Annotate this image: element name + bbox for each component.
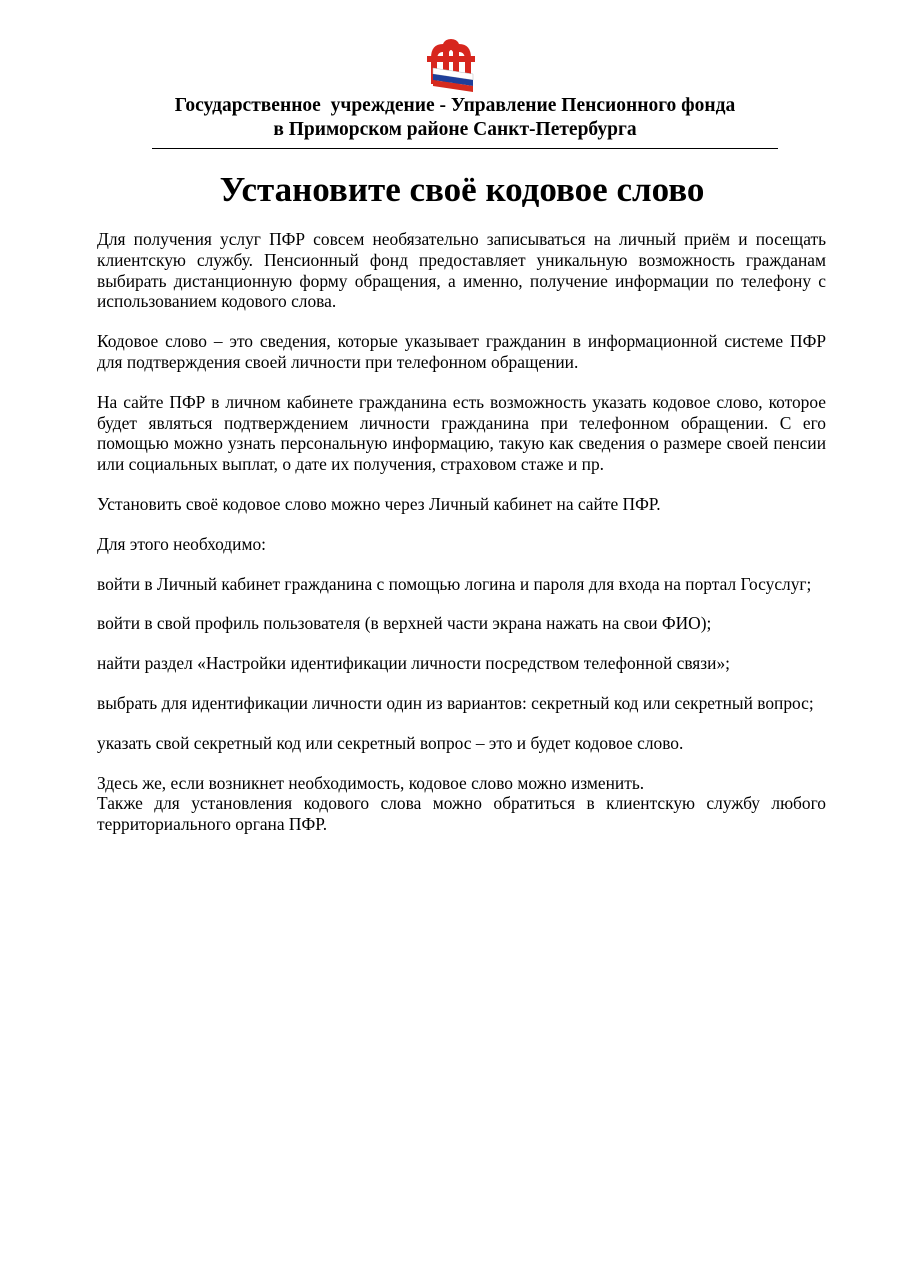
step-profile: войти в свой профиль пользователя (в верхней части экрана нажать на свои ФИО); (97, 613, 712, 634)
organization-line-1: Государственное учреждение - Управление Пенсионного фонда (174, 95, 736, 116)
step-enter-code: указать свой секретный код или секретный вопрос – это и будет кодовое слово. (97, 732, 684, 753)
paragraph-how-to: Установить своё кодовое слово можно через Личный кабинет на сайте ПФР. (97, 493, 661, 514)
paragraph-definition: Кодовое слово – это сведения, которые указывает гражданин в информационной системе ПФР для подтверждения своей личности при телефонном обращении. (97, 331, 826, 372)
organization-name (100, 94, 810, 142)
paragraph-steps-intro: Для этого необходимо: (97, 533, 266, 554)
paragraph-intro: Для получения услуг ПФР совсем необязательно записываться на личный приём и посещать клиентскую службу. Пенсионный фонд предоставляет уникальную возможность гражданам выбирать дистанционную форму обращения, а именно, получение информации по телефону с использованием кодового слова. (97, 229, 826, 312)
pfr-logo-icon (423, 38, 479, 96)
step-login: войти в Личный кабинет гражданина с помощью логина и пароля для входа на портал Госуслуг; (97, 573, 812, 594)
step-settings: найти раздел «Настройки идентификации личности посредством телефонной связи»; (97, 653, 731, 674)
organization-line-2: в Приморском районе Санкт-Петербурга (273, 119, 637, 140)
step-choose-method: выбрать для идентификации личности один из вариантов: секретный код или секретный вопрос; (97, 692, 814, 713)
header-divider (152, 148, 778, 149)
document-body (97, 229, 826, 835)
page-title: Установите своё кодовое слово (219, 170, 705, 209)
paragraph-change: Здесь же, если возникнет необходимость, кодовое слово можно изменить. (97, 772, 645, 793)
paragraph-client-service: Также для установления кодового слова можно обратиться в клиентскую службу любого территориального органа ПФР. (97, 793, 826, 835)
paragraph-cabinet: На сайте ПФР в личном кабинете гражданина есть возможность указать кодовое слово, которое будет являться подтверждением личности гражданина при телефонном обращении. С его помощью можно узнать персональную информацию, такую как сведения о размере своей пенсии или социальных выплат, о дате их получения, страховом стаже и пр. (97, 391, 826, 475)
